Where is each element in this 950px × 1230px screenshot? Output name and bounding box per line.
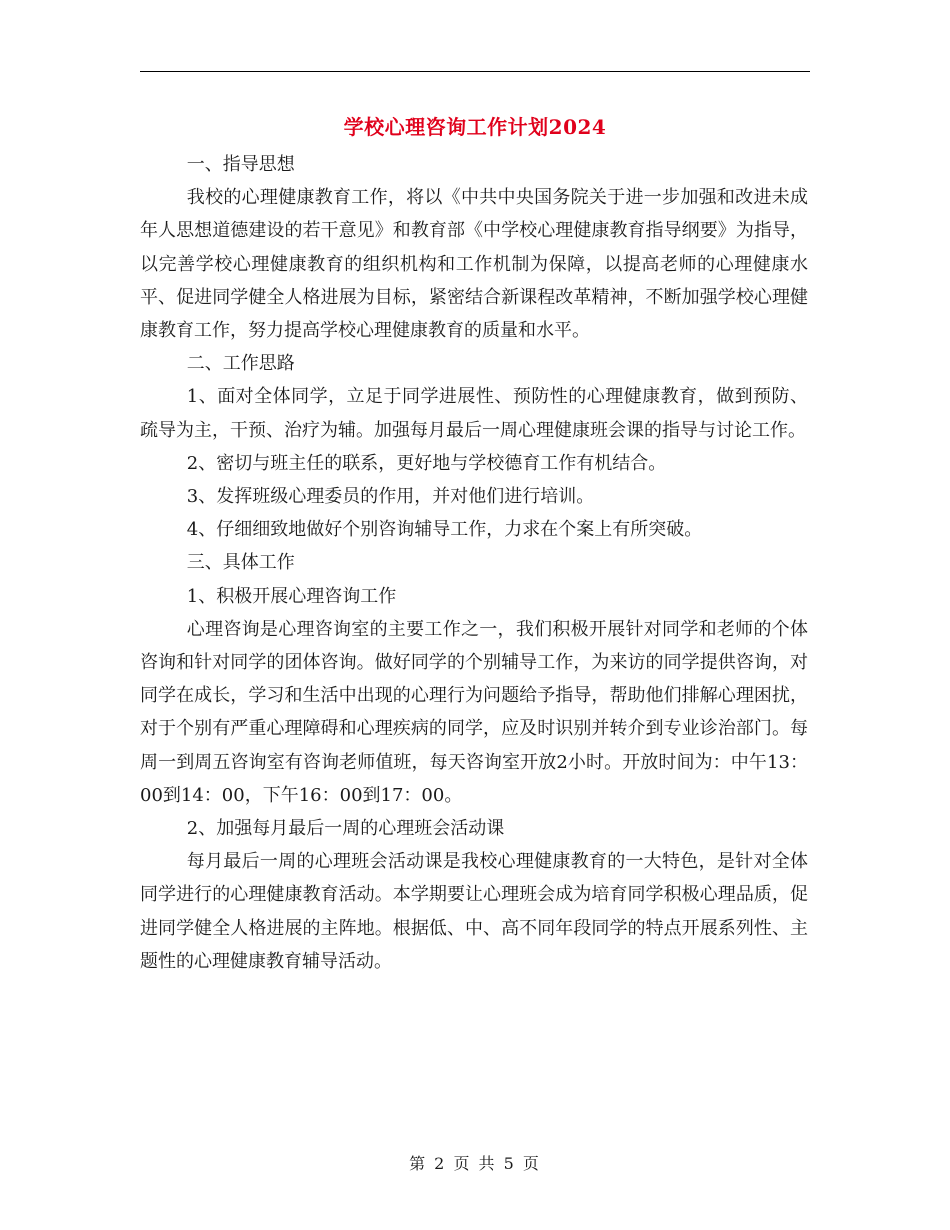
subheading-counseling: 1、积极开展心理咨询工作: [186, 585, 397, 607]
list-item-3: 3、发挥班级心理委员的作用，并对他们进行培训。: [186, 486, 595, 508]
paragraph-guiding-ideology: 我校的心理健康教育工作，将以《中共中央国务院关于进一步加强和改进未成年人思想道德建设的若干意见》和教育部《中学校心理健康教育指导纲要》为指导，以完善学校心理健康教育的组织机构和工作机制为保障，以提高老师的心理健康水平、促进同学健全人格进展为目标，紧密结合新课程改革精神，不断加强学校心理健康教育工作，努力提高学校心理健康教育的质量和水平。: [140, 187, 808, 342]
list-item-2: 2、密切与班主任的联系，更好地与学校德育工作有机结合。: [186, 452, 667, 474]
section-heading-specific-work: 三、具体工作: [186, 552, 295, 574]
document-body: [140, 148, 808, 978]
section-heading-work-approach: 二、工作思路: [186, 353, 295, 375]
subheading-class-meeting: 2、加强每月最后一周的心理班会活动课: [186, 818, 505, 840]
paragraph-class-meeting: 每月最后一周的心理班会活动课是我校心理健康教育的一大特色，是针对全体同学进行的心理健康教育活动。本学期要让心理班会成为培育同学积极心理品质，促进同学健全人格进展的主阵地。根据低、中、高不同年段同学的特点开展系列性、主题性的心理健康教育辅导活动。: [140, 851, 808, 972]
list-item-4: 4、仔细细致地做好个别咨询辅导工作，力求在个案上有所突破。: [186, 519, 703, 541]
list-item-1: 1、面对全体同学，立足于同学进展性、预防性的心理健康教育，做到预防、疏导为主，干预、治疗为辅。加强每月最后一周心理健康班会课的指导与讨论工作。: [140, 386, 808, 441]
header-rule: [140, 71, 810, 72]
section-heading-guiding-ideology: 一、指导思想: [186, 154, 295, 175]
paragraph-counseling: 心理咨询是心理咨询室的主要工作之一，我们积极开展针对同学和老师的个体咨询和针对同学的团体咨询。做好同学的个别辅导工作，为来访的同学提供咨询，对同学在成长，学习和生活中出现的心理行为问题给予指导，帮助他们排解心理困扰，对于个别有严重心理障碍和心理疾病的同学，应及时识别并转介到专业诊治部门。每周一到周五咨询室有咨询老师值班，每天咨询室开放2小时。开放时间为：中午13：00到14：00，下午16：00到17：00。: [140, 618, 808, 806]
document-title: 学校心理咨询工作计划2024: [343, 115, 607, 139]
page-number: 第 2 页 共 5 页: [409, 1154, 541, 1173]
